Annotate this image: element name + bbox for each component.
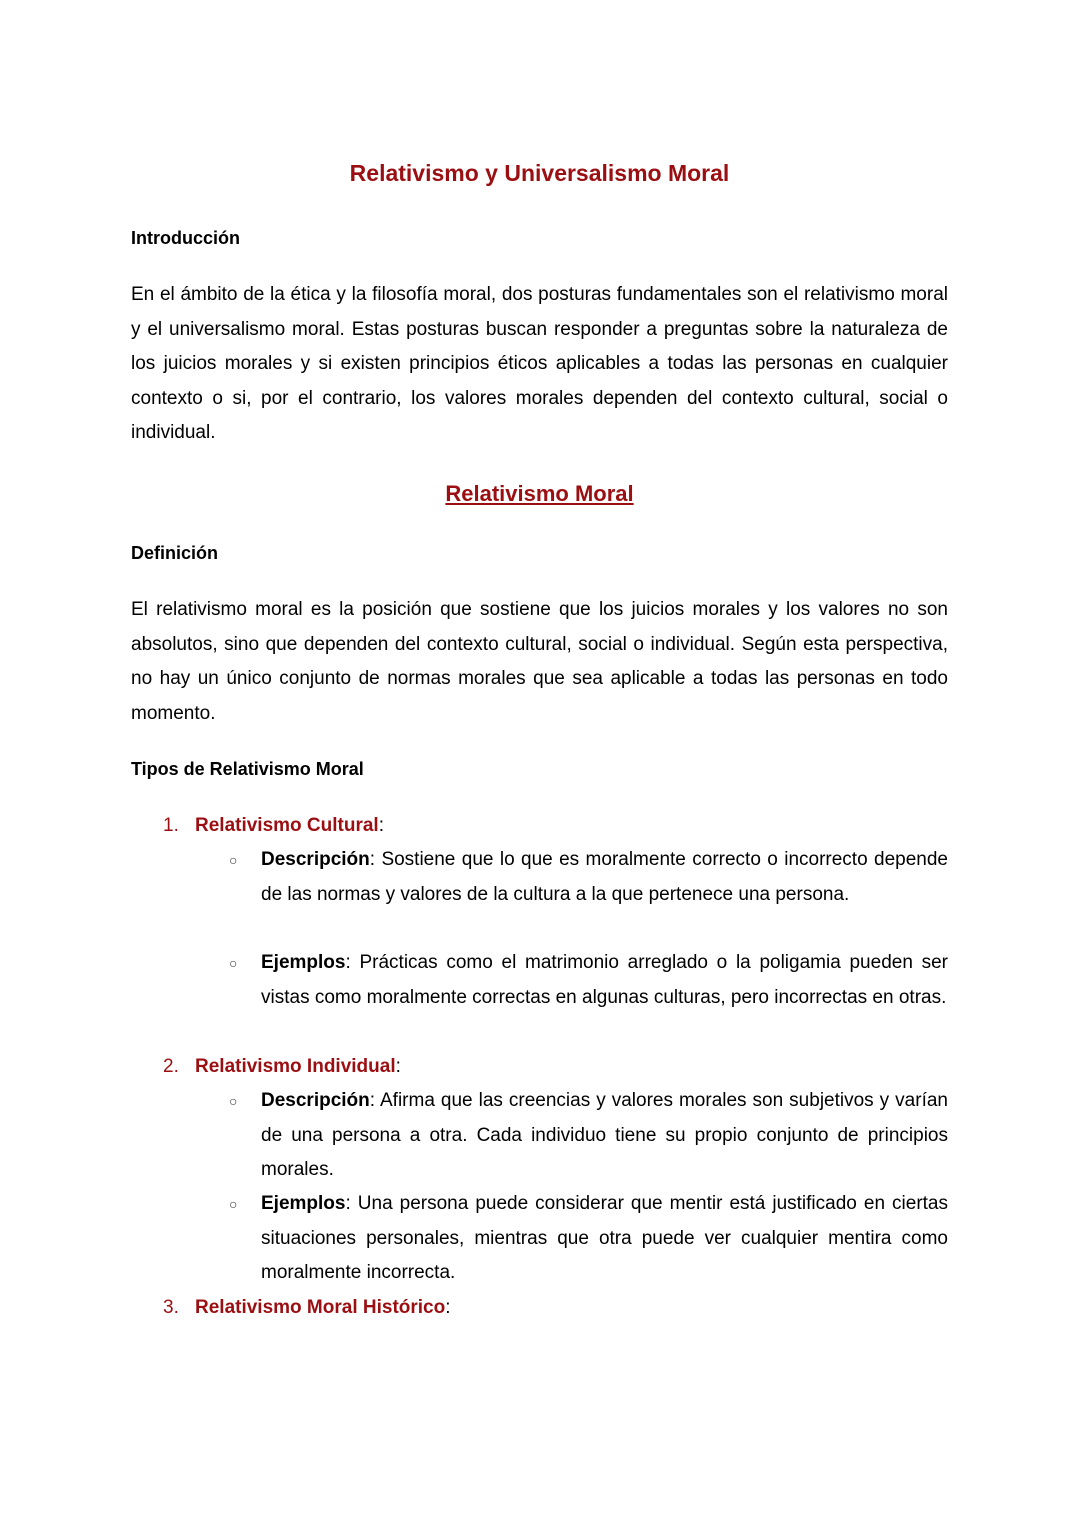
type-label: Relativismo Individual [195,1056,396,1077]
definition-heading: Definición [131,543,219,563]
hollow-bullet-icon: ○ [229,1093,238,1109]
sub-text: Afirma que las creencias y valores morales son subjetivos y varían de una persona a otra. Cada individuo tiene su propio conjunto de principios morales. [261,1090,948,1180]
section-heading: Relativismo Moral [445,481,634,506]
list-number: 3. [163,1297,179,1318]
hollow-bullet-icon: ○ [229,955,238,971]
sub-text: Prácticas como el matrimonio arreglado o la poligamia pueden ser vistas como moralmente correctas en algunas culturas, pero incorrectas en otras. [261,952,948,1008]
sub-label: Ejemplos [261,952,346,973]
list-number: 1. [163,815,179,836]
sub-text: Una persona puede considerar que mentir está justificado en ciertas situaciones personales, mientras que otra puede ver cualquier mentira como moralmente incorrecta. [261,1193,948,1283]
document-title: Relativismo y Universalismo Moral [349,160,730,186]
sub-text: Sostiene que lo que es moralmente correcto o incorrecto depende de las normas y valores de la cultura a la que pertenece una persona. [261,849,948,905]
intro-paragraph: En el ámbito de la ética y la filosofía moral, dos posturas fundamentales son el relativismo moral y el universalismo moral. Estas posturas buscan responder a preguntas sobre la naturaleza de los juicios morales y si existen principios éticos aplicables a todas las personas en cualquier contexto o si, por el contrario, los valores morales dependen del contexto cultural, social o individual. [131,284,948,443]
hollow-bullet-icon: ○ [229,852,238,868]
list-number: 2. [163,1056,179,1077]
sub-label: Descripción [261,849,370,870]
types-heading: Tipos de Relativismo Moral [131,759,364,779]
type-label: Relativismo Cultural [195,815,379,836]
sub-label: Descripción [261,1090,370,1111]
type-label: Relativismo Moral Histórico [195,1297,446,1318]
sub-label: Ejemplos [261,1193,346,1214]
definition-paragraph: El relativismo moral es la posición que sostiene que los juicios morales y los valores no son absolutos, sino que dependen del contexto cultural, social o individual. Según esta perspectiva, no hay un único conjunto de normas morales que sea aplicable a todas las personas en todo momento. [131,599,948,724]
intro-heading: Introducción [131,228,240,248]
hollow-bullet-icon: ○ [229,1196,238,1212]
